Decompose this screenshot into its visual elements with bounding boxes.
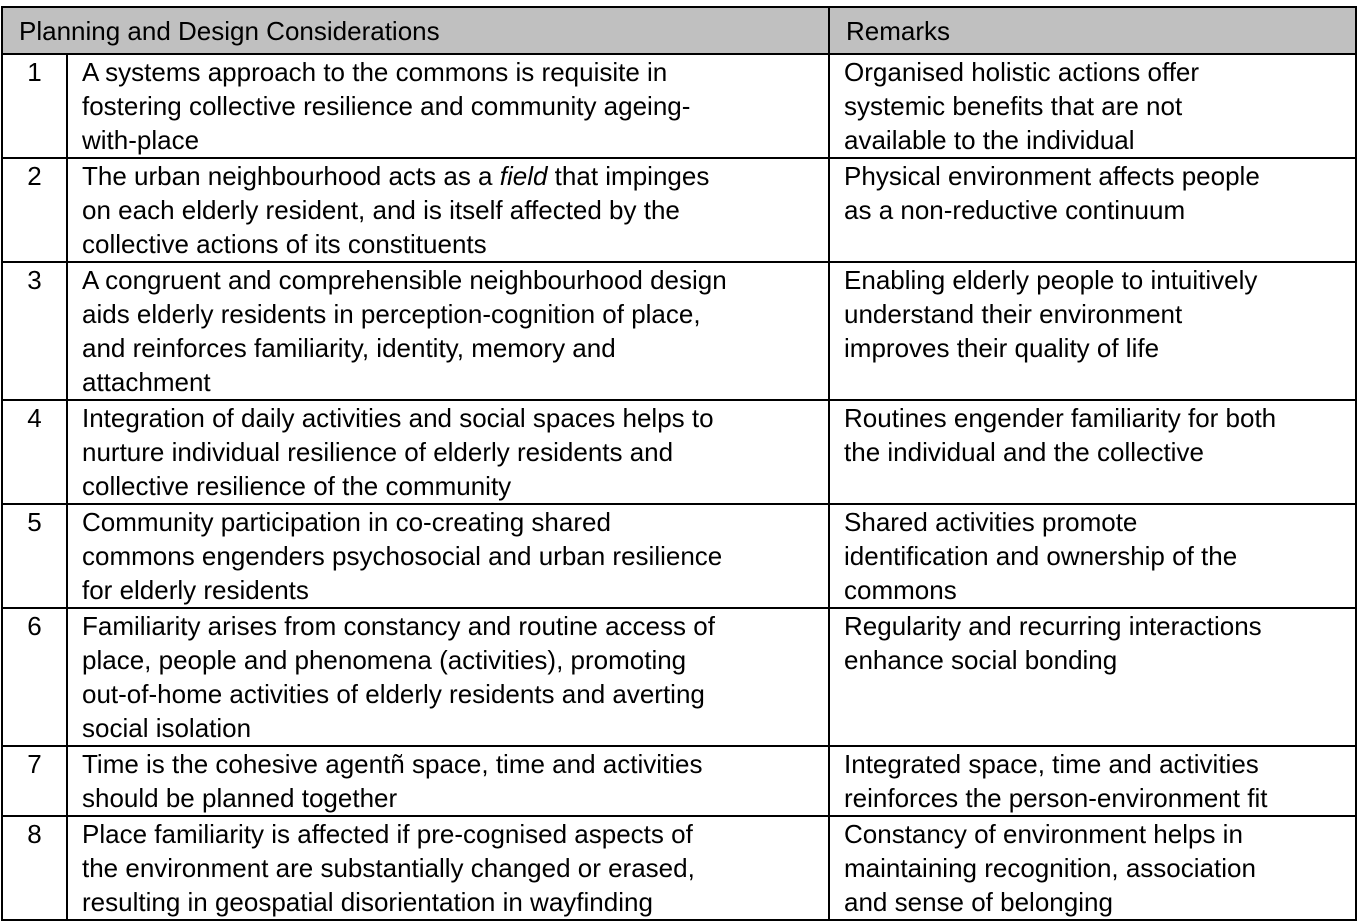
remark-line: Enabling elderly people to intuitively [844,265,1258,295]
table-row [2,816,1356,920]
remark-line: maintaining recognition, association [844,853,1256,883]
consideration-line: attachment [82,367,211,397]
remark-line: as a non-reductive continuum [844,195,1186,225]
remark-line: Organised holistic actions offer [844,57,1200,87]
consideration-cell [67,262,829,400]
consideration-cell [67,54,829,158]
remark-line: Integrated space, time and activities [844,749,1259,779]
row-number: 7 [2,746,67,816]
consideration-cell [67,504,829,608]
remark-line: available to the individual [844,125,1135,155]
remark-cell [829,504,1356,608]
remark-cell [829,54,1356,158]
italic-term: field [499,161,548,191]
consideration-line: commons engenders psychosocial and urban resilience [82,541,723,571]
consideration-line: A systems approach to the commons is requisite in [82,57,668,87]
row-number: 6 [2,608,67,746]
remark-line: and sense of belonging [844,887,1113,917]
consideration-line: aids elderly residents in perception-cognition of place, [82,299,701,329]
remark-cell [829,608,1356,746]
consideration-cell [67,158,829,262]
remark-line: commons [844,575,957,605]
consideration-line: Familiarity arises from constancy and routine access of [82,611,715,641]
row-number: 5 [2,504,67,608]
consideration-line: the environment are substantially changed or erased, [82,853,695,883]
consideration-line: Integration of daily activities and social spaces helps to [82,403,714,433]
row-number: 2 [2,158,67,262]
consideration-line: for elderly residents [82,575,309,605]
text-fragment: that impinges [547,161,710,191]
consideration-line [82,159,828,193]
table-row [2,400,1356,504]
remark-line: Shared activities promote [844,507,1138,537]
remark-line: enhance social bonding [844,645,1118,675]
consideration-line: social isolation [82,713,252,743]
remark-line: identification and ownership of the [844,541,1238,571]
table-row [2,158,1356,262]
table-row [2,504,1356,608]
remark-line: Routines engender familiarity for both [844,403,1277,433]
consideration-line: Community participation in co-creating shared [82,507,611,537]
header-row [2,7,1356,54]
consideration-line: collective actions of its constituents [82,229,487,259]
consideration-line: with-place [82,125,200,155]
consideration-line: fostering collective resilience and community ageing- [82,91,691,121]
remark-line: improves their quality of life [844,333,1160,363]
consideration-line: and reinforces familiarity, identity, memory and [82,333,616,363]
consideration-line: A congruent and comprehensible neighbourhood design [82,265,727,295]
remark-cell [829,746,1356,816]
consideration-line: Time is the cohesive agentñ space, time and activities [82,749,703,779]
remark-line: systemic benefits that are not [844,91,1183,121]
consideration-cell [67,400,829,504]
remark-line: understand their environment [844,299,1183,329]
consideration-line: should be planned together [82,783,398,813]
row-number: 8 [2,816,67,920]
consideration-line: Place familiarity is affected if pre-cognised aspects of [82,819,693,849]
remark-cell [829,262,1356,400]
row-number: 3 [2,262,67,400]
header-remarks: Remarks [829,7,1356,54]
remark-line: the individual and the collective [844,437,1204,467]
header-considerations: Planning and Design Considerations [2,7,829,54]
remark-line: Constancy of environment helps in [844,819,1243,849]
table-row [2,262,1356,400]
consideration-cell [67,608,829,746]
remark-line: Physical environment affects people [844,161,1260,191]
row-number: 4 [2,400,67,504]
row-number: 1 [2,54,67,158]
consideration-line: out-of-home activities of elderly residents and averting [82,679,705,709]
consideration-cell [67,746,829,816]
table-row [2,746,1356,816]
remark-line: reinforces the person-environment fit [844,783,1268,813]
consideration-line: on each elderly resident, and is itself affected by the [82,195,680,225]
remark-cell [829,158,1356,262]
remark-cell [829,816,1356,920]
consideration-line: resulting in geospatial disorientation in wayfinding [82,887,653,917]
remark-line: Regularity and recurring interactions [844,611,1262,641]
table-row [2,54,1356,158]
consideration-cell [67,816,829,920]
remark-cell [829,400,1356,504]
table-row [2,608,1356,746]
consideration-line: place, people and phenomena (activities), promoting [82,645,687,675]
design-considerations-table [1,6,1357,921]
consideration-line: nurture individual resilience of elderly residents and [82,437,674,467]
consideration-line: collective resilience of the community [82,471,512,501]
text-fragment: The urban neighbourhood acts as a [82,161,500,191]
